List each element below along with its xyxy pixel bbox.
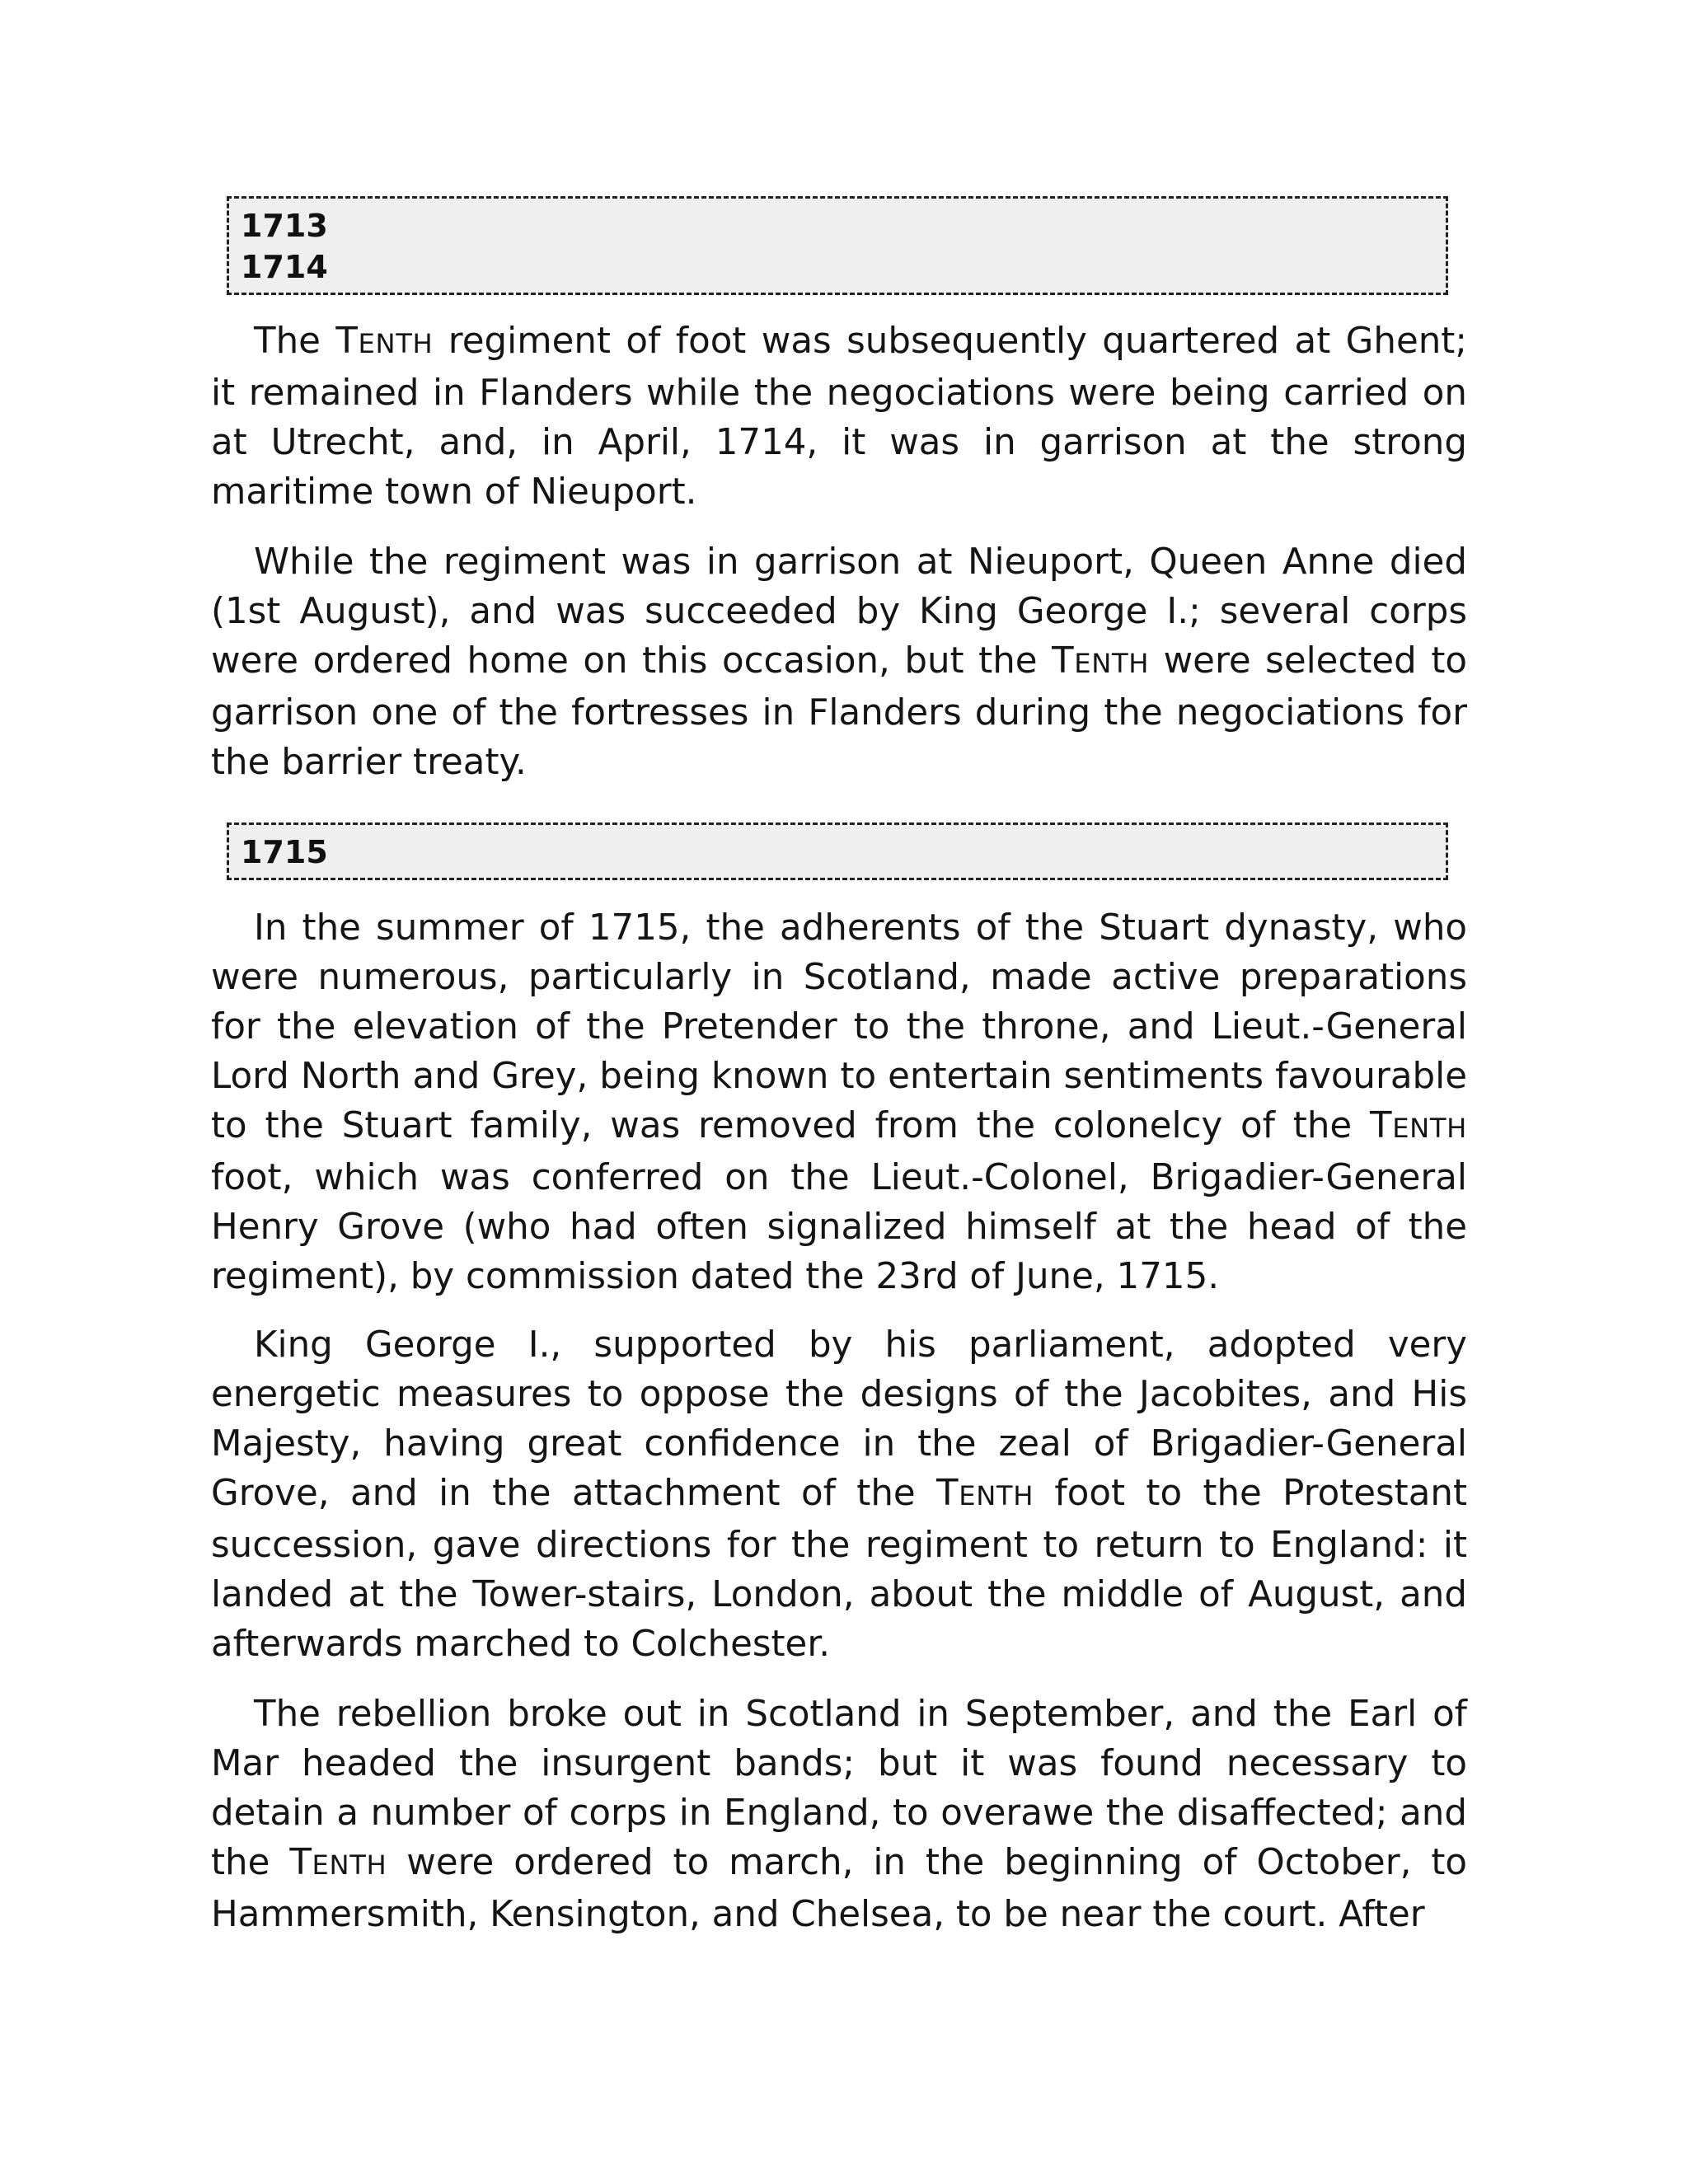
year-sidenote-1715 (227, 823, 1448, 880)
paragraph: The rebellion broke out in Scotland in September, and the Earl of Mar headed the insurgent bands; but it was found necessary to detain a number of corps in England, to overawe the disaffected; and the TENTH were ordered to march, in the beginning of October, to Hammersmith, Kensington, and Chelsea, to be near the court. After (211, 1694, 1468, 1935)
small-caps-text: TENTH (936, 1473, 1034, 1514)
paragraph: King George I., supported by his parliament, adopted very energetic measures to oppose the designs of the Jacobites, and His Majesty, having great confidence in the zeal of Brigadier-General Grove, and in the attachment of the TENTH foot to the Protestant succession, gave directions for the regiment to return to England: it landed at the Tower-stairs, London, about the middle of August, and afterwards marched to Colchester. (211, 1324, 1468, 1665)
year-sidenote-1713-1714 (227, 196, 1448, 295)
small-caps-text: TENTH (1370, 1105, 1467, 1146)
small-caps-text: TENTH (335, 321, 434, 362)
small-caps-text: TENTH (1052, 640, 1150, 682)
year-label: 1714 (241, 249, 328, 285)
paragraph: In the summer of 1715, the adherents of the Stuart dynasty, who were numerous, particularly in Scotland, made active preparations for the elevation of the Pretender to the throne, and Lieut.-General Lord North and Grey, being known to entertain sentiments favourable to the Stuart family, was removed from the colonelcy of the TENTH foot, which was conferred on the Lieut.-Colonel, Brigadier-General Henry Grove (who had often signalized himself at the head of the regiment), by commission dated the 23rd of June, 1715. (211, 907, 1467, 1297)
paragraph: While the regiment was in garrison at Nieuport, Queen Anne died (1st August), and was succeeded by King George I.; several corps were ordered home on this occasion, but the TENTH were selected to garrison one of the fortresses in Flanders during the negociations for the barrier treaty. (211, 541, 1467, 783)
year-label: 1715 (241, 834, 328, 870)
year-label: 1713 (241, 208, 328, 244)
small-caps-text: TENTH (289, 1842, 387, 1883)
paragraph: The TENTH regiment of foot was subsequently quartered at Ghent; it remained in Flanders while the negociations were being carried on at Utrecht, and, in April, 1714, it was in garrison at the strong maritime town of Nieuport. (211, 321, 1468, 513)
